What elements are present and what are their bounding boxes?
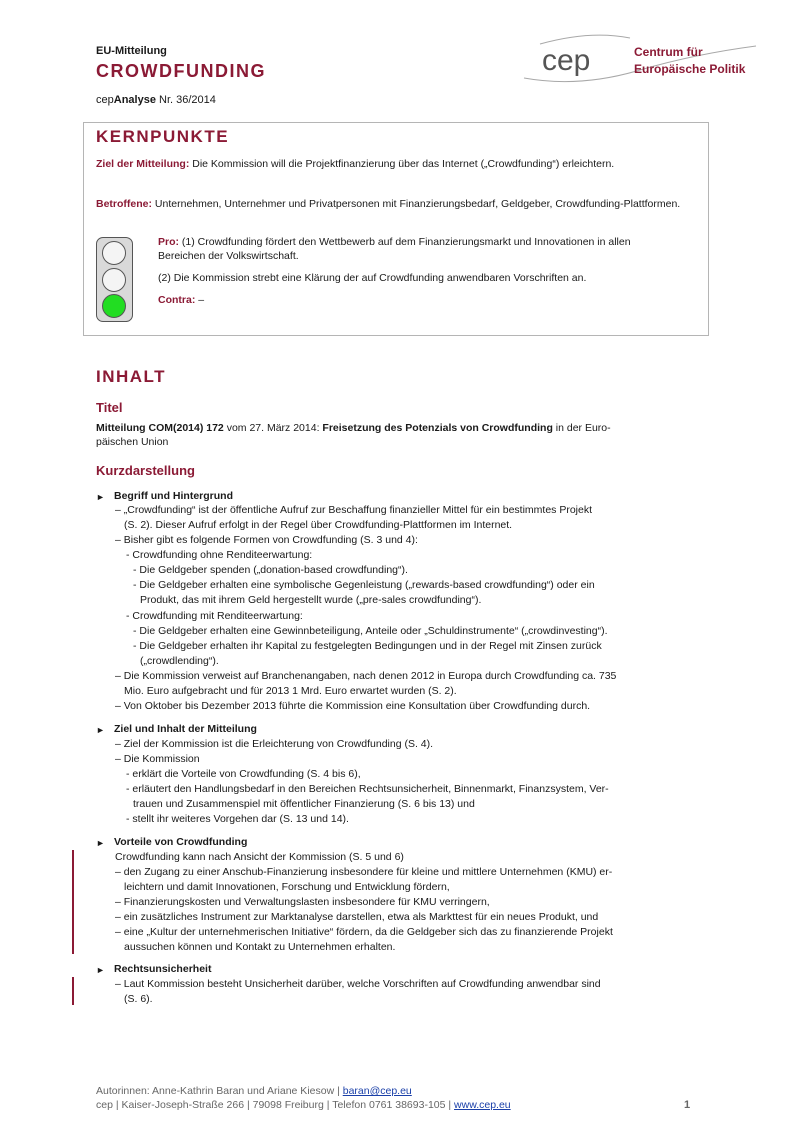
text-line: - erklärt die Vorteile von Crowdfunding (S. 4 bis 6), [126, 768, 361, 780]
text-line: Crowdfunding kann nach Ansicht der Kommission (S. 5 und 6) [115, 851, 404, 863]
logo-caption-line1: Centrum für [634, 45, 703, 59]
revision-bar [72, 977, 74, 1005]
affected-paragraph: Betroffene: Unternehmen, Unternehmer und Privatpersonen mit Finanzierungsbedarf, Geldgeber, Crowdfunding-Plattformen. [96, 198, 681, 210]
footer-address: cep | Kaiser-Joseph-Straße 266 | 79098 Freiburg | Telefon 0761 38693-105 | www.cep.eu [96, 1099, 511, 1111]
text-line: - Die Geldgeber erhalten eine symbolische Gegenleistung („rewards-based crowdfunding“) oder ein [133, 579, 595, 591]
traffic-light-icon [96, 237, 133, 322]
key-points-title: KERNPUNKTE [96, 127, 230, 146]
website-link[interactable]: www.cep.eu [454, 1099, 511, 1111]
summary-heading: Kurzdarstellung [96, 463, 195, 478]
traffic-light-yellow-lamp [102, 268, 126, 292]
section-arrow-icon: ► [96, 492, 105, 502]
text-line: - Crowdfunding mit Renditeerwartung: [126, 610, 303, 622]
title-line-2: päischen Union [96, 436, 169, 448]
series-number: cepAnalyse Nr. 36/2014 [96, 94, 216, 106]
text-line: (S. 6). [124, 993, 153, 1005]
text-line: („crowdlending“). [140, 655, 219, 667]
document-title: CROWDFUNDING [96, 61, 266, 81]
cep-logo-mark: cep [542, 44, 591, 77]
footer-authors: Autorinnen: Anne-Kathrin Baran und Ariane Kiesow | baran@cep.eu [96, 1085, 412, 1097]
text-line: leichtern und damit Innovationen, Forschung und Entwicklung fördern, [124, 881, 450, 893]
email-link[interactable]: baran@cep.eu [342, 1085, 412, 1097]
text-line: – Laut Kommission besteht Unsicherheit darüber, welche Vorschriften auf Crowdfunding anwendbar sind [115, 978, 601, 990]
text-line: – „Crowdfunding“ ist der öffentliche Aufruf zur Beschaffung finanzieller Mittel für ein bestimmtes Projekt [115, 504, 593, 516]
traffic-light-red-lamp [102, 241, 126, 265]
page-number: 1 [684, 1099, 691, 1111]
section-heading: Ziel und Inhalt der Mitteilung [114, 723, 257, 735]
text-line: - Crowdfunding ohne Renditeerwartung: [126, 549, 313, 561]
text-line: Produkt, das mit ihrem Geld hergestellt wurde („pre-sales crowdfunding“). [140, 594, 482, 606]
document-type: EU-Mitteilung [96, 45, 167, 57]
text-line: – Bisher gibt es folgende Formen von Crowdfunding (S. 3 und 4): [115, 534, 418, 546]
section-heading: Rechtsunsicherheit [114, 963, 212, 975]
contra-paragraph: Contra: – [158, 294, 205, 306]
text-line: aussuchen können und Kontakt zu Unternehmen erhalten. [124, 941, 396, 953]
text-line: – ein zusätzliches Instrument zur Marktanalyse darstellen, etwa als Markttest für ein neues Produkt, und [115, 911, 599, 923]
revision-bar [72, 850, 74, 954]
aim-paragraph: Ziel der Mitteilung: Die Kommission will die Projektfinanzierung über das Internet („Crowdfunding“) erleichtern. [96, 158, 615, 170]
text-line: - Die Geldgeber erhalten ihr Kapital zu festgelegten Bedingungen und in der Regel mit Zinsen zurück [133, 640, 602, 652]
text-line: (S. 2). Dieser Aufruf erfolgt in der Regel über Crowdfunding-Plattformen im Internet. [124, 519, 513, 531]
logo-caption [634, 44, 745, 78]
title-heading: Titel [96, 400, 123, 415]
text-line: – Finanzierungskosten und Verwaltungslasten insbesondere für KMU verringern, [115, 896, 490, 908]
text-line: – den Zugang zu einer Anschub-Finanzierung insbesondere für kleine und mittlere Unternehmen (KMU) er- [115, 866, 613, 878]
section-heading: Begriff und Hintergrund [114, 490, 233, 502]
pro-paragraph: Pro: (1) Crowdfunding fördert den Wettbewerb auf dem Finanzierungsmarkt und Innovationen in allen Bereichen der Volkswirtschaft. [158, 236, 631, 262]
logo-caption-line2: Europäische Politik [634, 62, 746, 76]
text-line: – Von Oktober bis Dezember 2013 führte die Kommission eine Konsultation über Crowdfunding durch. [115, 700, 591, 712]
content-title: INHALT [96, 367, 167, 386]
text-line: – Die Kommission verweist auf Branchenangaben, nach denen 2012 in Europa durch Crowdfunding ca. 735 [115, 670, 617, 682]
section-heading: Vorteile von Crowdfunding [114, 836, 248, 848]
section-arrow-icon: ► [96, 838, 105, 848]
section-arrow-icon: ► [96, 965, 105, 975]
pro-paragraph-2: (2) Die Kommission strebt eine Klärung der auf Crowdfunding anwendbaren Vorschriften an. [158, 272, 587, 284]
text-line: – Die Kommission [115, 753, 200, 765]
section-arrow-icon: ► [96, 725, 105, 735]
text-line: - erläutert den Handlungsbedarf in den Bereichen Rechtsunsicherheit, Binnenmarkt, Finanzsystem, Ver- [126, 783, 609, 795]
text-line: Mio. Euro aufgebracht und für 2013 1 Mrd. Euro erwartet wurden (S. 2). [124, 685, 457, 697]
text-line: – eine „Kultur der unternehmerischen Initiative“ fördern, da die Geldgeber sich das zu finanzierende Projekt [115, 926, 613, 938]
traffic-light-green-lamp [102, 294, 126, 318]
text-line: - Die Geldgeber spenden („donation-based crowdfunding“). [133, 564, 408, 576]
text-line: trauen und Zusammenspiel mit öffentlicher Finanzierung (S. 6 bis 13) und [133, 798, 475, 810]
text-line: - Die Geldgeber erhalten eine Gewinnbeteiligung, Anteile oder „Schuldinstrumente“ („crowdinvesting“). [133, 625, 608, 637]
text-line: – Ziel der Kommission ist die Erleichterung von Crowdfunding (S. 4). [115, 738, 434, 750]
text-line: - stellt ihr weiteres Vorgehen dar (S. 13 und 14). [126, 813, 349, 825]
title-line-1: Mitteilung COM(2014) 172 vom 27. März 2014: Freisetzung des Potenzials von Crowdfunding in der Euro- [96, 422, 611, 434]
